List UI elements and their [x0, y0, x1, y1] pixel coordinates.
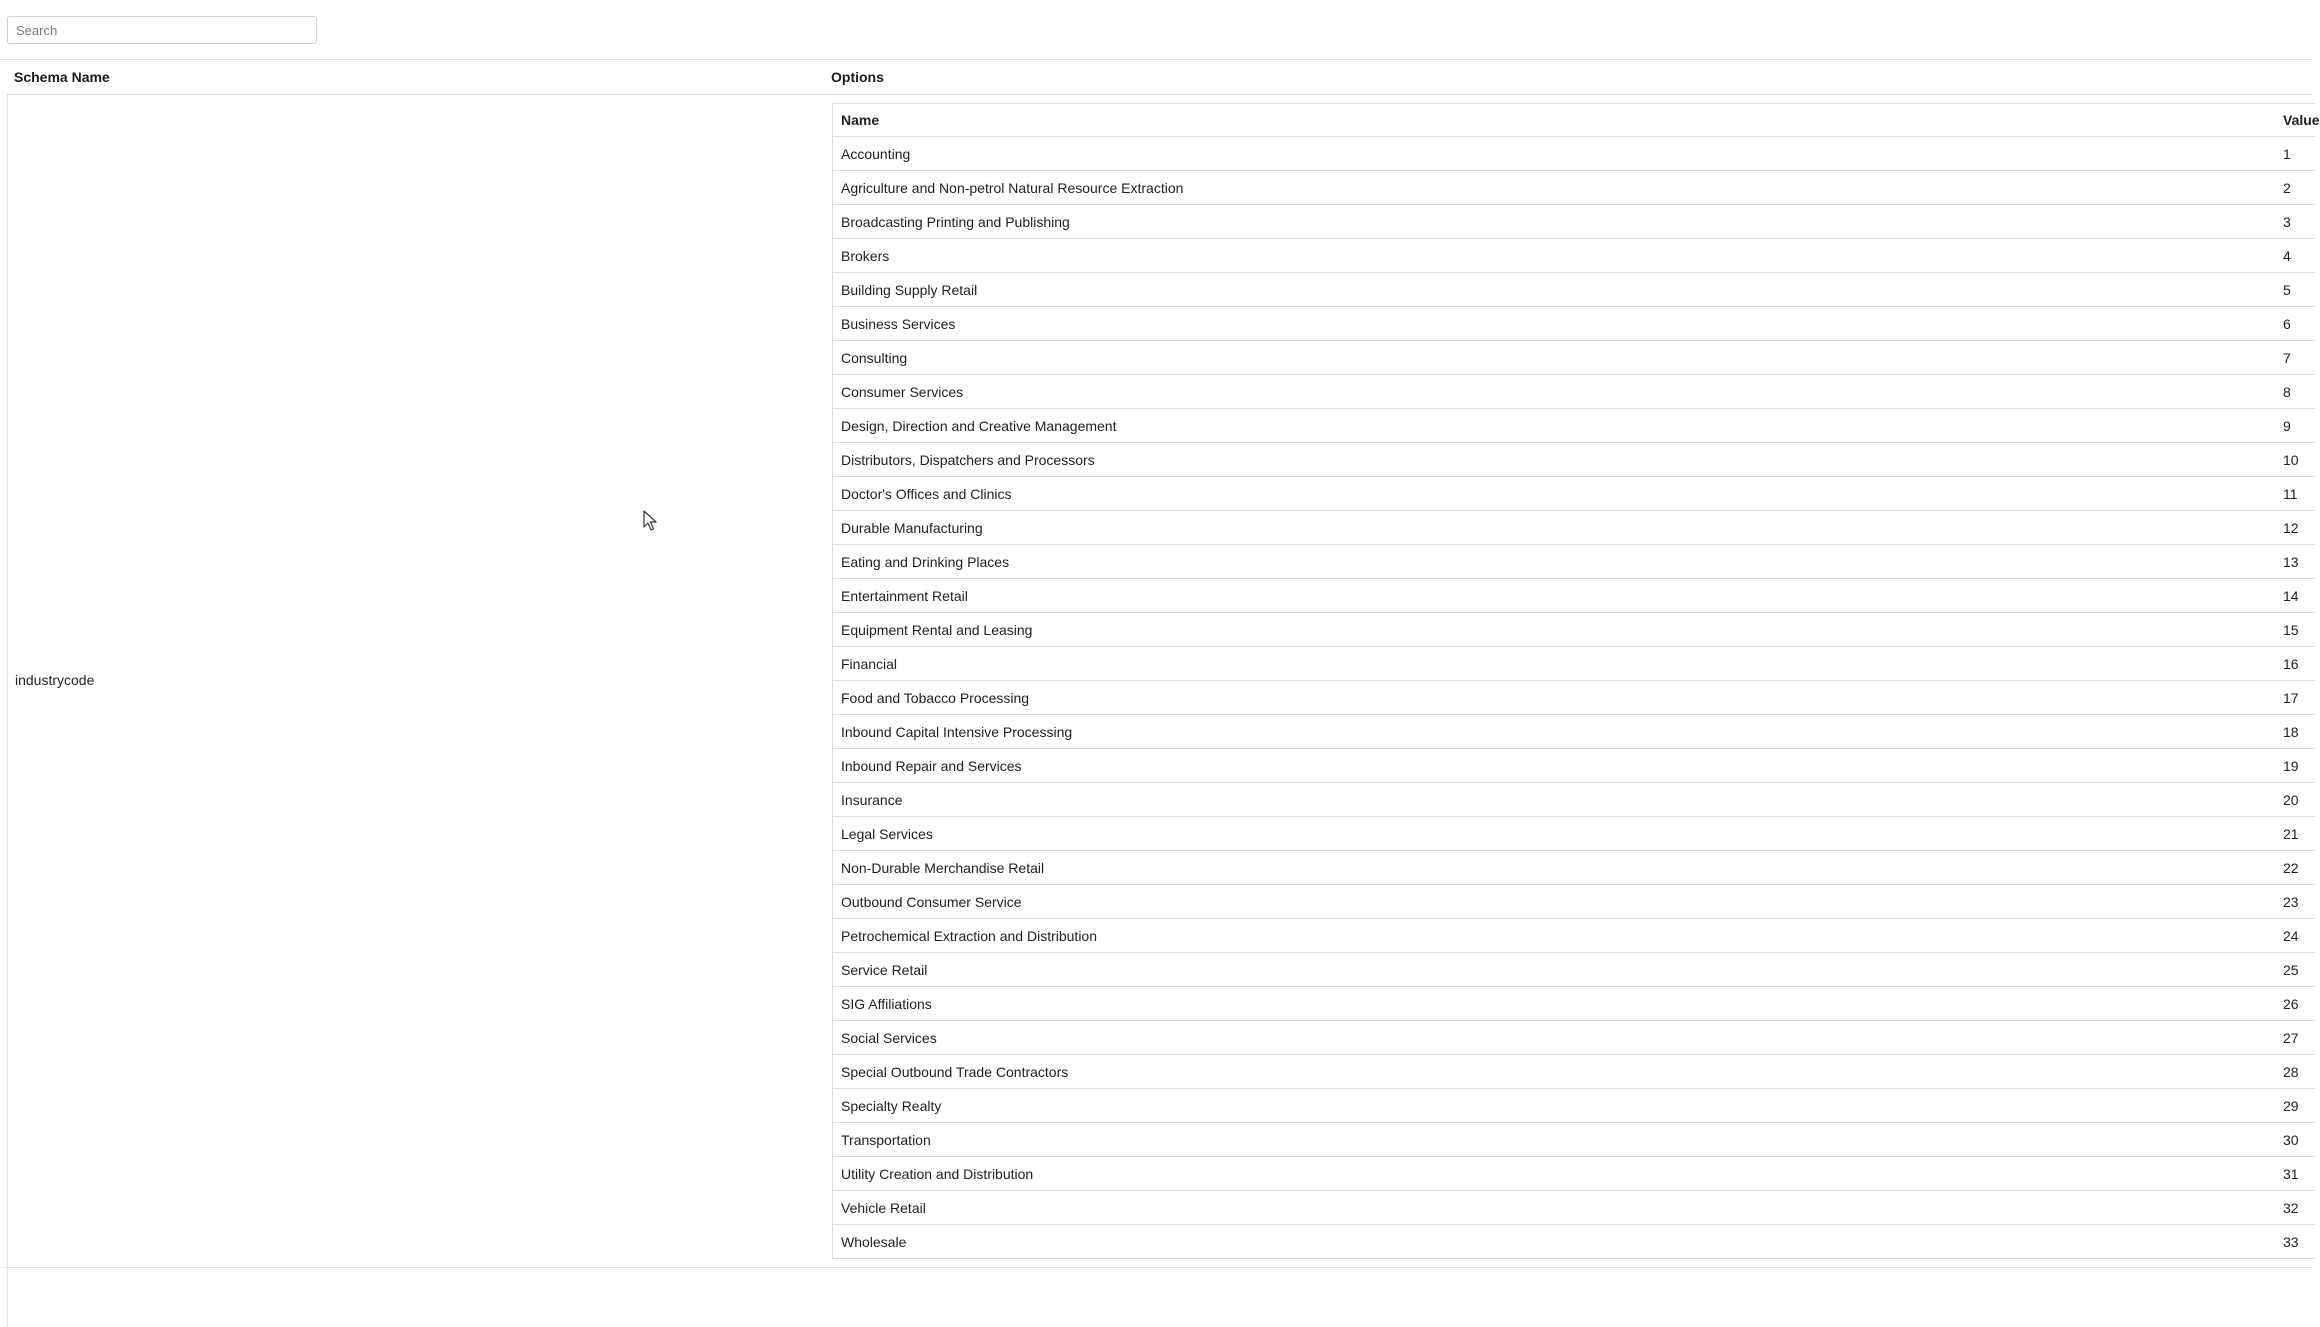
option-value-cell: 30 [2283, 1131, 2299, 1148]
option-name-cell: Building Supply Retail [841, 281, 978, 298]
option-name-cell: Outbound Consumer Service [841, 893, 1022, 910]
option-name-cell: Insurance [841, 791, 903, 808]
option-value-cell: 3 [2283, 213, 2291, 230]
table-row[interactable] [833, 783, 2315, 817]
option-name-cell: Accounting [841, 145, 911, 162]
option-value-cell: 11 [2283, 485, 2298, 502]
option-name-cell: Non-Durable Merchandise Retail [841, 859, 1045, 876]
option-value-cell: 6 [2283, 315, 2291, 332]
option-name-cell: Specialty Realty [841, 1097, 942, 1114]
schema-table [7, 60, 2320, 1274]
column-header-schema-name[interactable]: Schema Name [14, 69, 110, 85]
option-name-cell: Special Outbound Trade Contractors [841, 1063, 1069, 1080]
option-value-cell: 4 [2283, 247, 2291, 264]
table-row[interactable] [833, 171, 2315, 205]
table-row[interactable] [833, 1055, 2315, 1089]
option-name-cell: Doctor's Offices and Clinics [841, 485, 1012, 502]
option-name-cell: Wholesale [841, 1233, 907, 1250]
option-value-cell: 27 [2283, 1029, 2299, 1046]
option-value-cell: 17 [2283, 689, 2299, 706]
mouse-pointer-icon [643, 510, 659, 532]
option-value-cell: 20 [2283, 791, 2299, 808]
option-name-cell: Food and Tobacco Processing [841, 689, 1030, 706]
option-name-cell: Entertainment Retail [841, 587, 968, 604]
table-row[interactable] [833, 953, 2315, 987]
option-value-cell: 8 [2283, 383, 2291, 400]
option-value-cell: 12 [2283, 519, 2299, 536]
table-row[interactable] [833, 1225, 2315, 1259]
option-name-cell: Inbound Capital Intensive Processing [841, 723, 1073, 740]
table-row[interactable] [833, 443, 2315, 477]
option-value-cell: 16 [2283, 655, 2299, 672]
schema-table-row [7, 95, 2320, 1327]
table-row[interactable] [833, 851, 2315, 885]
option-name-cell: Petrochemical Extraction and Distribution [841, 927, 1098, 944]
table-row[interactable] [833, 477, 2315, 511]
option-name-cell: SIG Affiliations [841, 995, 932, 1012]
table-row[interactable] [833, 239, 2315, 273]
option-name-cell: Business Services [841, 315, 956, 332]
option-value-cell: 13 [2283, 553, 2299, 570]
column-header-name[interactable]: Name [841, 112, 880, 128]
option-name-cell: Legal Services [841, 825, 933, 842]
option-value-cell: 18 [2283, 723, 2299, 740]
table-row[interactable] [833, 205, 2315, 239]
option-name-cell: Utility Creation and Distribution [841, 1165, 1034, 1182]
table-row[interactable] [833, 137, 2315, 171]
option-name-cell: Service Retail [841, 961, 928, 978]
table-row[interactable] [833, 375, 2315, 409]
option-value-cell: 33 [2283, 1233, 2299, 1250]
table-row[interactable] [833, 1021, 2315, 1055]
column-header-options[interactable]: Options [831, 69, 884, 85]
option-value-cell: 31 [2283, 1165, 2299, 1182]
option-value-cell: 24 [2283, 927, 2299, 944]
table-row[interactable] [833, 613, 2315, 647]
table-row[interactable] [833, 681, 2315, 715]
option-value-cell: 9 [2283, 417, 2291, 434]
option-value-cell: 10 [2283, 451, 2299, 468]
option-value-cell: 25 [2283, 961, 2299, 978]
option-name-cell: Durable Manufacturing [841, 519, 983, 536]
option-value-cell: 23 [2283, 893, 2299, 910]
option-name-cell: Consumer Services [841, 383, 964, 400]
option-value-cell: 15 [2283, 621, 2299, 638]
table-row[interactable] [833, 579, 2315, 613]
options-table-header [833, 104, 2320, 137]
option-value-cell: 32 [2283, 1199, 2299, 1216]
table-row[interactable] [833, 307, 2315, 341]
option-name-cell: Consulting [841, 349, 908, 366]
table-row[interactable] [833, 1191, 2315, 1225]
table-row[interactable] [833, 1123, 2315, 1157]
option-name-cell: Inbound Repair and Services [841, 757, 1022, 774]
schema-table-header [7, 60, 2313, 95]
option-name-cell: Transportation [841, 1131, 931, 1148]
table-row[interactable] [833, 987, 2315, 1021]
option-value-cell: 28 [2283, 1063, 2299, 1080]
option-value-cell: 19 [2283, 757, 2299, 774]
option-value-cell: 14 [2283, 587, 2299, 604]
option-name-cell: Social Services [841, 1029, 937, 1046]
option-name-cell: Distributors, Dispatchers and Processors [841, 451, 1095, 468]
option-name-cell: Design, Direction and Creative Management [841, 417, 1117, 434]
table-row[interactable] [833, 273, 2315, 307]
table-row[interactable] [833, 511, 2315, 545]
search-input[interactable] [7, 16, 317, 44]
options-table [832, 103, 2320, 1259]
table-row[interactable] [833, 885, 2315, 919]
option-name-cell: Equipment Rental and Leasing [841, 621, 1033, 638]
table-row[interactable] [833, 647, 2315, 681]
option-name-cell: Financial [841, 655, 898, 672]
option-value-cell: 7 [2283, 349, 2291, 366]
table-row[interactable] [833, 919, 2315, 953]
option-name-cell: Broadcasting Printing and Publishing [841, 213, 1070, 230]
table-row[interactable] [833, 341, 2315, 375]
option-value-cell: 1 [2283, 145, 2291, 162]
table-row[interactable] [833, 1157, 2315, 1191]
option-name-cell: Agriculture and Non-petrol Natural Resource Extraction [841, 179, 1184, 196]
option-name-cell: Brokers [841, 247, 890, 264]
option-value-cell: 21 [2283, 825, 2299, 842]
option-value-cell: 5 [2283, 281, 2291, 298]
option-value-cell: 29 [2283, 1097, 2299, 1114]
schema-name-cell [15, 95, 815, 1265]
table-row[interactable] [833, 1089, 2315, 1123]
option-value-cell: 22 [2283, 859, 2299, 876]
column-header-value[interactable]: Value [2283, 112, 2320, 128]
table-row[interactable] [833, 715, 2315, 749]
option-name-cell: Vehicle Retail [841, 1199, 926, 1216]
option-value-cell: 26 [2283, 995, 2299, 1012]
option-name-cell: Eating and Drinking Places [841, 553, 1010, 570]
option-value-cell: 2 [2283, 179, 2291, 196]
table-row[interactable] [833, 749, 2315, 783]
schema-name-text: industrycode [15, 672, 95, 688]
bottom-divider [0, 1267, 2313, 1268]
table-row[interactable] [833, 545, 2315, 579]
table-row[interactable] [833, 409, 2315, 443]
table-row[interactable] [833, 817, 2315, 851]
